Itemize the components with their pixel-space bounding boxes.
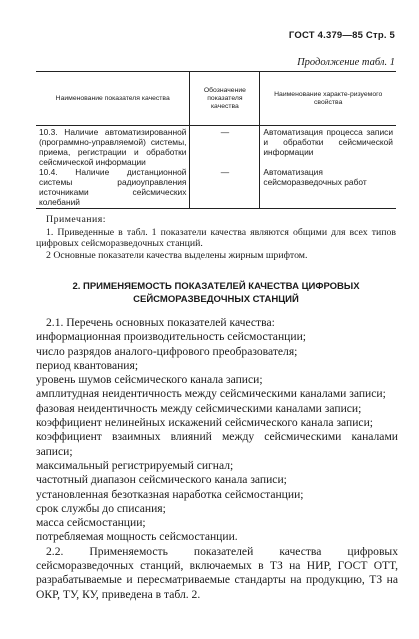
column-header-symbol: Обозначение показателя качества: [190, 72, 260, 126]
note-item: 2 Основные показатели качества выделены жирным шрифтом.: [46, 249, 308, 261]
notes-title: Примечания:: [46, 214, 107, 225]
paragraph-2-1: 2.1. Перечень основных показателей качества:: [46, 316, 275, 329]
table-row: [36, 126, 396, 168]
notes-block: [36, 214, 396, 261]
indicator-symbol: —: [190, 167, 260, 209]
list-item: число разрядов аналого-цифрового преобразователя;: [36, 344, 298, 358]
section-heading-line: СЕЙСМОРАЗВЕДОЧНЫХ СТАНЦИЙ: [133, 294, 299, 305]
indicator-property: Автоматизация сейсморазведочных работ: [260, 167, 396, 209]
page-header: ГОСТ 4.379—85 Стр. 5: [288, 30, 395, 41]
list-item: период квантования;: [36, 358, 139, 372]
list-item: коэффициент взаимных влияний между сейсмическими каналами записи;: [36, 430, 398, 458]
list-item: максимальный регистрируемый сигнал;: [36, 458, 234, 472]
table-continuation-label: Продолжение табл. 1: [297, 57, 395, 68]
list-item: срок службы до списания;: [36, 501, 166, 515]
indicator-symbol: —: [190, 126, 260, 168]
table-header-row: [36, 72, 396, 126]
list-item: потребляемая мощность сейсмостанции.: [36, 530, 238, 544]
section-body: [36, 316, 398, 602]
column-header-property: Наименование характе-ризуемого свойства: [260, 72, 396, 126]
list-item: уровень шумов сейсмического канала записи;: [36, 373, 263, 387]
list-item: установленная безотказная наработка сейсмостанции;: [36, 487, 304, 501]
list-item: коэффициент нелинейных искажений сейсмического канала записи;: [36, 416, 374, 430]
indicator-name: 10.3. Наличие автоматизированной (программно-управляемой) системы, приема, регистрации и обработки сейсмической информации: [39, 127, 187, 167]
section-heading: [36, 280, 396, 306]
table-row: [36, 167, 396, 209]
note-item: 1. Приведенные в табл. 1 показатели качества являются общими для всех типов цифровых сейсморазведочных станций.: [36, 226, 396, 249]
list-item: фазовая неидентичность между сейсмическими каналами записи;: [36, 401, 362, 415]
list-item: информационная производительность сейсмостанции;: [36, 330, 306, 344]
list-item: амплитудная неидентичность между сейсмическими каналами записи;: [36, 387, 386, 401]
quality-indicators-table: [36, 71, 396, 209]
list-item: частотный диапазон сейсмического канала записи;: [36, 473, 287, 487]
paragraph-2-2: 2.2. Применяемость показателей качества цифровых сейсморазведочных станций, включаемых в ТЗ на НИР, ГОСТ ОТТ, разрабатываемые и пересматриваемые стандарты на продукцию, ТЗ на ОКР, ТУ, КУ, приведена в табл. 2.: [36, 544, 398, 601]
section-heading-line: 2. ПРИМЕНЯЕМОСТЬ ПОКАЗАТЕЛЕЙ КАЧЕСТВА ЦИФРОВЫХ: [72, 281, 360, 292]
indicator-name: 10.4. Наличие дистанционной системы радиоуправления источниками сейсмических колебаний: [36, 167, 190, 209]
indicator-property: Автоматизация процесса записи и обработки сейсмической информации: [260, 126, 396, 168]
list-item: масса сейсмостанции;: [36, 516, 146, 530]
column-header-name: Наименование показателя качества: [36, 72, 190, 126]
